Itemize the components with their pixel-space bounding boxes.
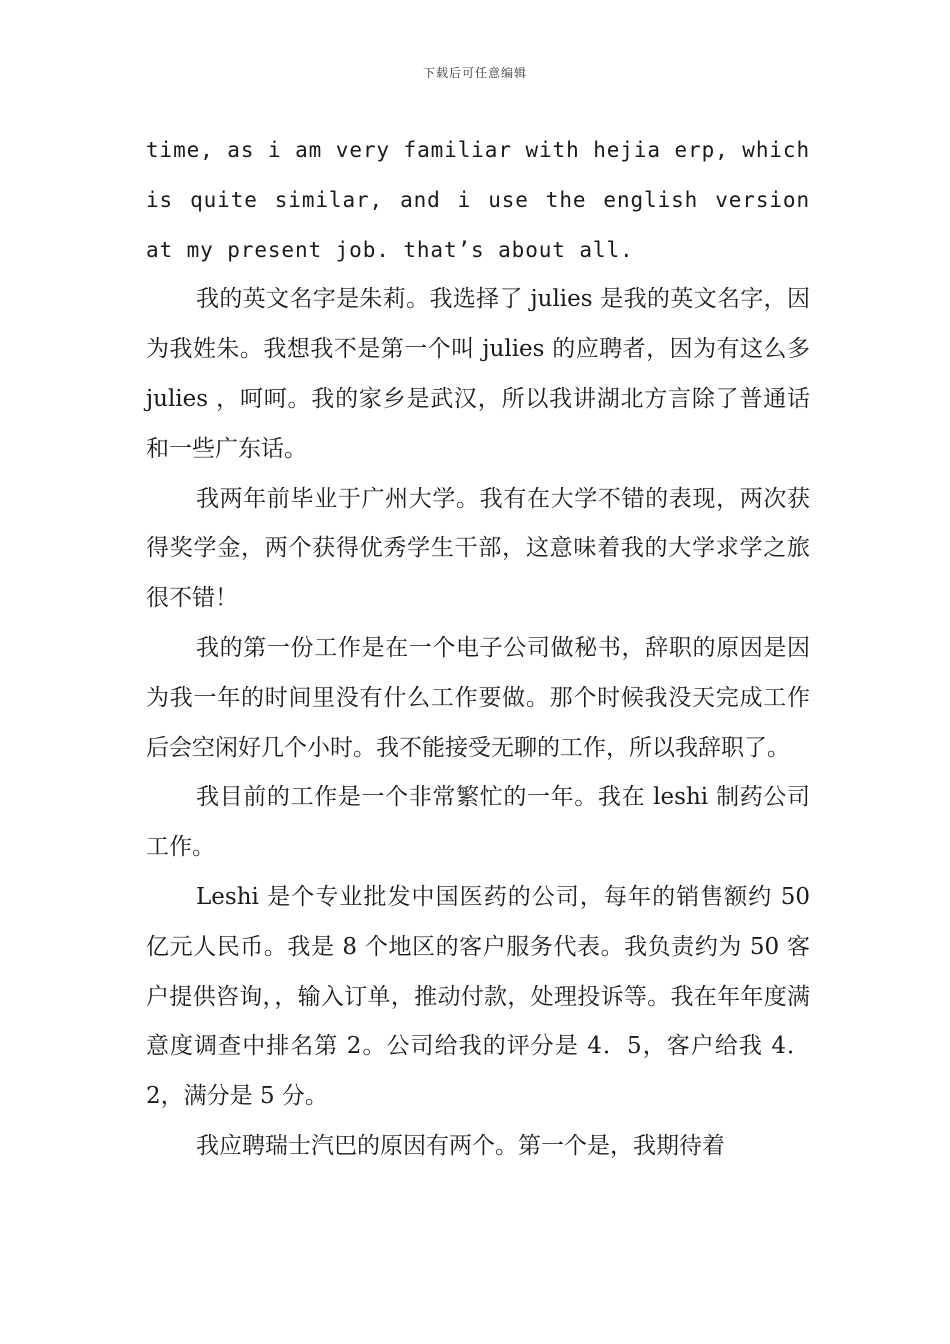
document-body: [146, 126, 810, 1172]
page-header: 下载后可任意编辑: [422, 66, 527, 80]
paragraph-application-reasons: 我应聘瑞士汽巴的原因有两个。第一个是，我期待着: [196, 1132, 725, 1159]
paragraph-english-continuation: time, as i am very familiar with hejia erp, which is quite similar, and i use the english version at my present job. that’s about all.: [146, 138, 810, 262]
paragraph-company-details: Leshi 是个专业批发中国医药的公司，每年的销售额约 50 亿元人民币。我是 8 个地区的客户服务代表。我负责约为 50 客户提供咨询，，输入订单，推动付款，处理投诉等。我在年年度满意度调查中排名第 2。公司给我的评分是 4．5，客户给我 4．2，满分是 5 分。: [146, 883, 810, 1110]
paragraph-first-job: 我的第一份工作是在一个电子公司做秘书，辞职的原因是因为我一年的时间里没有什么工作要做。那个时候我没天完成工作后会空闲好几个小时。我不能接受无聊的工作，所以我辞职了。: [146, 634, 810, 761]
paragraph-current-job: 我目前的工作是一个非常繁忙的一年。我在 leshi 制药公司工作。: [146, 784, 810, 861]
paragraph-name-intro: 我的英文名字是朱莉。我选择了 julies 是我的英文名字，因为我姓朱。我想我不是第一个叫 julies 的应聘者，因为有这么多 julies ，呵呵。我的家乡是武汉，所以我讲湖北方言除了普通话和一些广东话。: [146, 286, 810, 462]
paragraph-education: 我两年前毕业于广州大学。我有在大学不错的表现，两次获得奖学金，两个获得优秀学生干部，这意味着我的大学求学之旅很不错！: [146, 485, 810, 612]
